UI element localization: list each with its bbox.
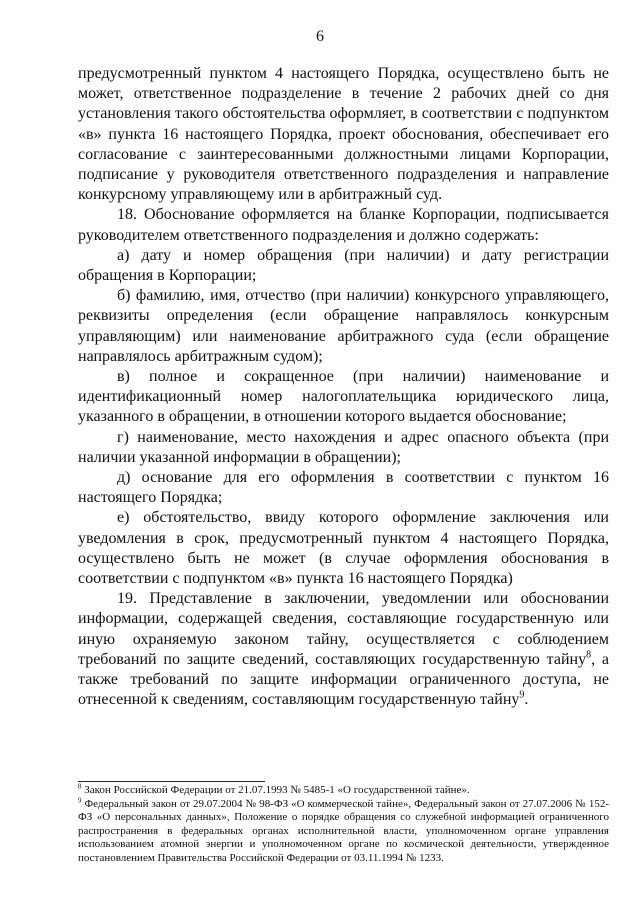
footnote-marker: 9: [78, 795, 82, 804]
document-body: [78, 64, 609, 711]
footnote-text: Закон Российской Федерации от 21.07.1993 № 5485-1 «О государственной тайне».: [81, 784, 470, 796]
footnote-ref-9: 9: [519, 689, 525, 701]
paragraph-19: [78, 589, 609, 710]
page-number: 6: [316, 28, 324, 45]
paragraph-19-text-part1: 19. Представление в заключении, уведомлении или обосновании информации, содержащей сведения, составляющие государственную или иную охраняемую законом тайну, осуществляется с соблюдением требований по защите сведений, составляющих государственную тайну: [78, 590, 609, 668]
footnote-text: Федеральный закон от 29.07.2004 № 98-ФЗ «О коммерческой тайне», Федеральный закон от 27.07.2006 № 152-ФЗ «О персональных данных», Положение о порядке обращения со служебной информацией ограниченного распространения в федеральных органах исполнительной власти, уполномоченном органе управления использованием атомной энергии и уполномоченном органе по космической деятельности, утвержденное постановлением Правительства Российской Федерации от 03.11.1994 № 1233.: [78, 797, 609, 864]
footnote-9: [78, 795, 609, 866]
footnote-marker: 8: [78, 782, 82, 791]
list-item-b: б) фамилию, имя, отчество (при наличии) конкурсного управляющего, реквизиты определения (если обращение направлялось конкурсным управляющим) или наименование арбитражного суда (если обращение направлялось арбитражным судом);: [78, 287, 609, 365]
footnote-separator: [78, 781, 265, 782]
list-item-v: в) полное и сокращенное (при наличии) наименование и идентификационный номер налогоплательщика юридического лица, указанного в обращении, в отношении которого выдается обоснование;: [78, 368, 609, 426]
footnote-8: [78, 784, 609, 798]
paragraph-19-text-part3: .: [524, 691, 529, 709]
paragraph-17-continuation: предусмотренный пунктом 4 настоящего Порядка, осуществлено быть не может, ответственное подразделение в течение 2 рабочих дней со дня установления такого обстоятельства оформляет, в соответствии с подпунктом «в» пункта 16 настоящего Порядка, проект обоснования, обеспечивает его согласование с заинтересованными должностными лицами Корпорации, подписание у руководителя ответственного подразделения и направление конкурсному управляющему или в арбитражный суд.: [78, 65, 609, 204]
list-item-g: г) наименование, место нахождения и адрес опасного объекта (при наличии указанной информации в обращении);: [78, 428, 609, 466]
list-item-d: д) основание для его оформления в соответствии с пунктом 16 настоящего Порядка;: [78, 469, 609, 507]
list-item-a: а) дату и номер обращения (при наличии) и дату регистрации обращения в Корпорации;: [78, 246, 609, 285]
list-item-e: е) обстоятельство, ввиду которого оформление заключения или уведомления в срок, предусмотренный пунктом 4 настоящего Порядка, осуществлено быть не может (в случае оформления обоснования в соответствии с подпунктом «в» пункта 16 настоящего Порядка): [78, 509, 609, 588]
paragraph-19-text-part2: , а также требований по защите информации ограниченного доступа, не отнесенной к сведениям, составляющим государственную тайну: [78, 650, 609, 709]
footnotes: [78, 784, 609, 866]
paragraph-18: 18. Обоснование оформляется на бланке Корпорации, подписывается руководителем ответственного подразделения и должно содержать:: [78, 206, 609, 244]
footnote-ref-8: 8: [586, 649, 592, 661]
